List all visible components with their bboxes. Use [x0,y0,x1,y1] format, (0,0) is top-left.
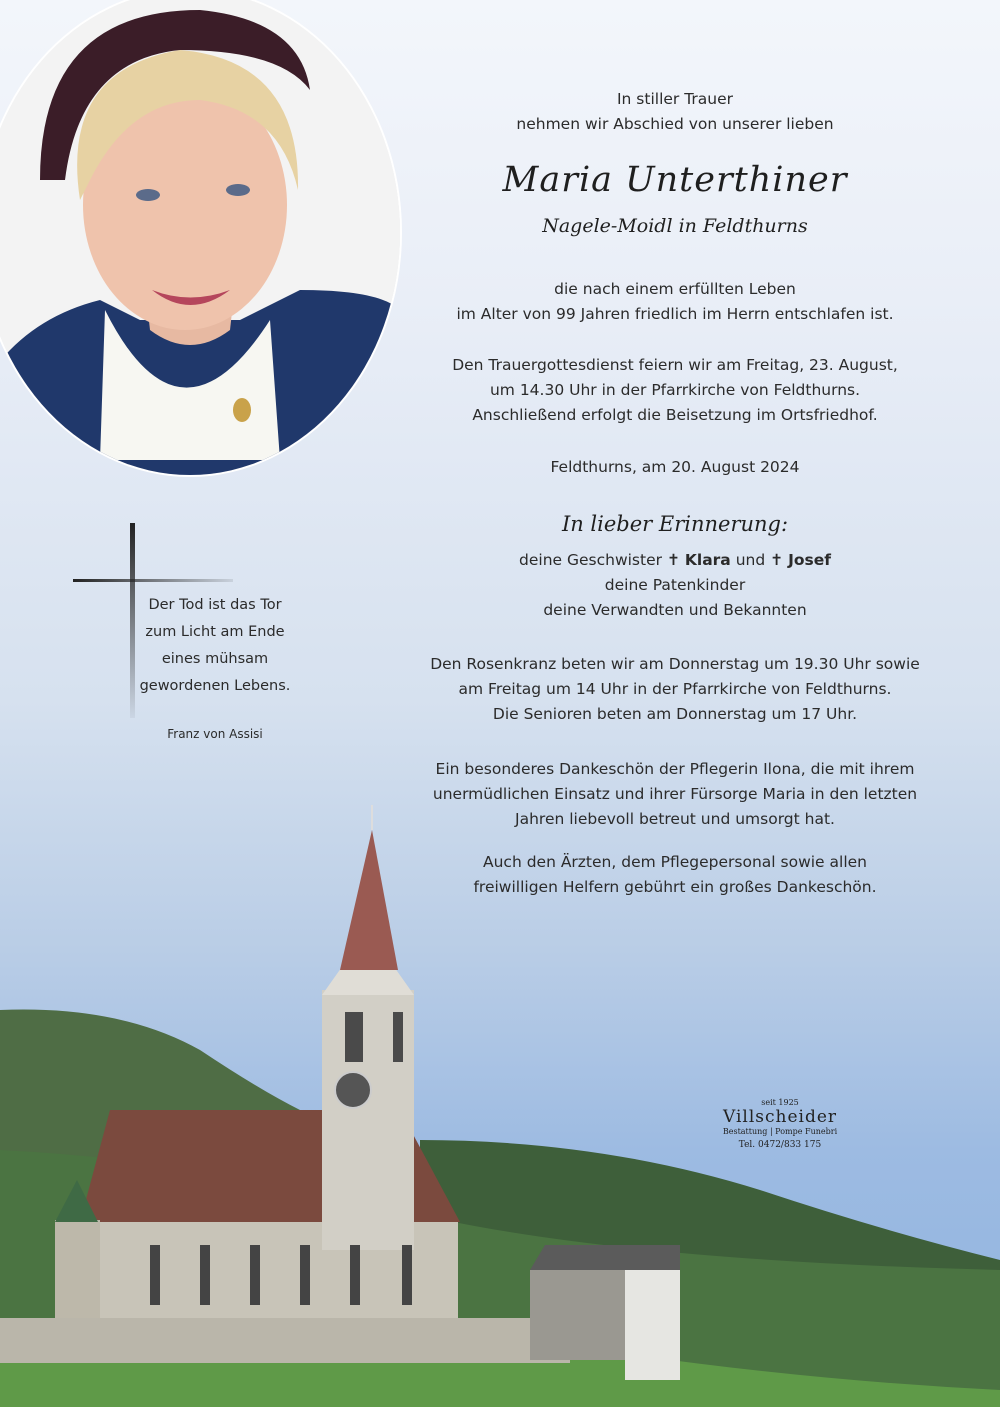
relatives-line: deine Verwandten und Bekannten [543,601,807,619]
intro-line-1: In stiller Trauer [616,90,734,108]
death-line-1: die nach einem erfüllten Leben [554,280,796,298]
intro-block [425,87,925,137]
death-notice [425,277,925,327]
thanks2-line-1: Auch den Ärzten, dem Pflegepersonal sowie allen [483,853,867,871]
death-line-2: im Alter von 99 Jahren friedlich im Herrn entschlafen ist. [456,305,894,323]
siblings-line [425,548,925,573]
godchildren-line: deine Patenkinder [604,576,746,594]
service-notice [425,353,925,428]
phone-label: Tel. 0472/833 175 [738,1140,822,1150]
quote-author: Franz von Assisi [167,727,263,741]
cross-icon: ✝ [770,551,784,569]
quote-line-4: gewordenen Lebens. [139,678,291,694]
portrait-photo [0,0,400,475]
mourners-block [425,548,925,623]
thanks2-line-2: freiwilligen Helfern gebührt ein großes Dankeschön. [473,878,877,896]
service-line-2: um 14.30 Uhr in der Pfarrkirche von Feldthurns. [489,381,861,399]
deceased-name: Maria Unterthiner [502,160,848,200]
intro-line-2: nehmen wir Abschied von unserer lieben [516,115,834,133]
quote-text [130,592,300,700]
brand-name: Villscheider [722,1107,838,1127]
service-line-3: Anschließend erfolgt die Beisetzung im Ortsfriedhof. [472,406,878,424]
sibling-klara: Klara [684,551,731,569]
funeral-home-logo [700,1098,860,1150]
siblings-prefix: deine Geschwister [519,551,662,569]
memory-heading: In lieber Erinnerung: [561,512,789,536]
thanks1-line-1: Ein besonderes Dankeschön der Pflegerin Ilona, die mit ihrem [435,760,915,778]
rosary-line-3: Die Senioren beten am Donnerstag um 17 Uhr. [492,705,858,723]
quote-line-3: eines mühsam [161,651,269,667]
since-label: seit 1925 [761,1098,799,1107]
cross-icon: ✝ [666,551,680,569]
deceased-nickname: Nagele-Moidl in Feldthurns [542,215,808,237]
rosary-block [425,652,925,727]
services-label: Bestattung | Pompe Funebri [722,1127,838,1136]
thanks1-line-3: Jahren liebevoll betreut und umsorgt hat. [515,810,835,828]
place-date-block [425,455,925,480]
rosary-line-1: Den Rosenkranz beten wir am Donnerstag um 19.30 Uhr sowie [430,655,920,673]
service-line-1: Den Trauergottesdienst feiern wir am Freitag, 23. August, [452,356,898,374]
rosary-line-2: am Freitag um 14 Uhr in der Pfarrkirche von Feldthurns. [458,680,892,698]
place-date: Feldthurns, am 20. August 2024 [550,458,800,476]
quote-line-1: Der Tod ist das Tor [148,597,282,613]
sibling-josef: Josef [788,551,831,569]
thanks1-line-2: unermüdlichen Einsatz und ihrer Fürsorge Maria in den letzten [432,785,918,803]
quote-line-2: zum Licht am Ende [145,624,285,640]
and-word: und [735,551,766,569]
